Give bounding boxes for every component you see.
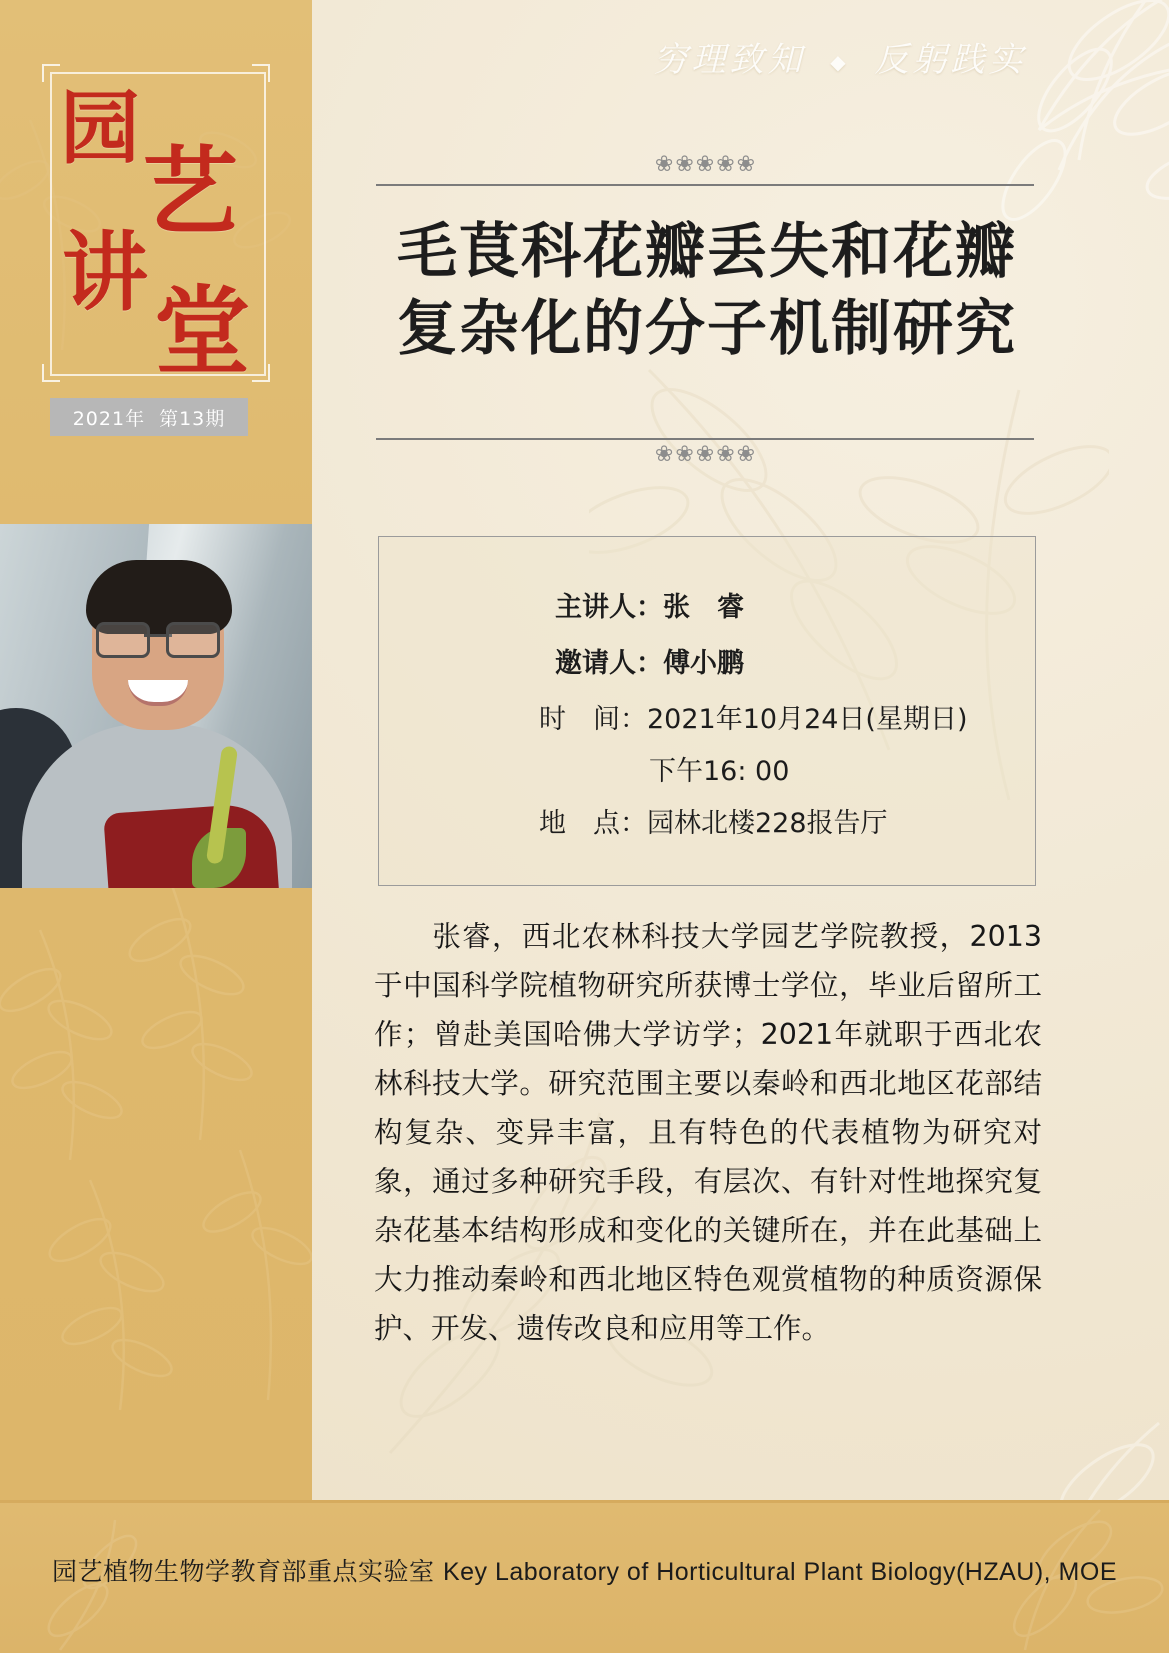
footer-text-cn: 园艺植物生物学教育部重点实验室 (51, 1557, 435, 1586)
time-label: 时 间： (539, 704, 647, 735)
issue-number: 第13期 (159, 407, 226, 430)
place-value: 园林北楼228报告厅 (647, 808, 888, 839)
photo-bouquet (96, 784, 286, 888)
time-row-secondary (649, 757, 789, 787)
ornament-top: ❀❀❀❀❀ (654, 152, 758, 177)
logo-char-1: 园 (60, 81, 140, 175)
logo-char-2: 艺 (142, 135, 238, 248)
speaker-label: 主讲人： (555, 592, 663, 623)
logo-char-3: 讲 (62, 222, 148, 323)
ornament-bottom: ❀❀❀❀❀ (654, 442, 758, 467)
place-label: 地 点： (539, 808, 647, 839)
program-logo (38, 58, 274, 388)
glasses-icon (96, 622, 220, 652)
motto-left: 穷理致知 (653, 40, 806, 80)
place-row (539, 809, 888, 839)
host-value: 傅小鹏 (663, 648, 744, 679)
title-line-2: 复杂化的分子机制研究 (397, 293, 1017, 364)
speaker-bio (374, 912, 1042, 1353)
left-sidebar (0, 0, 312, 1500)
host-row (555, 649, 744, 679)
time-row (539, 705, 968, 735)
logo-char-4: 堂 (154, 275, 250, 388)
lecture-info-box (378, 536, 1036, 886)
host-label: 邀请人： (555, 648, 663, 679)
time-value: 2021年10月24日(星期日) (647, 704, 968, 735)
issue-badge (50, 398, 248, 436)
time-value-2: 下午16: 00 (649, 756, 790, 787)
divider-bottom (376, 438, 1034, 440)
issue-year: 2021年 (72, 407, 146, 430)
motto-separator-icon: ◆ (830, 50, 850, 74)
footer-text-en: Key Laboratory of Horticultural Plant Biology(HZAU), MOE (442, 1558, 1118, 1586)
bio-text: 张睿，西北农林科技大学园艺学院教授，2013于中国科学院植物研究所获博士学位，毕业后留所工作；曾赴美国哈佛大学访学；2021年就职于西北农林科技大学。研究范围主要以秦岭和西北地区花部结构复杂、变异丰富，且有特色的代表植物为研究对象，通过多种研究手段，有层次、有针对性地探究复杂花基本结构形成和变化的关键所在，并在此基础上大力推动秦岭和西北地区特色观赏植物的种质资源保护、开发、遗传改良和应用等工作。 (374, 920, 1042, 1346)
divider-top (376, 184, 1034, 186)
footer-text (0, 1552, 1169, 1588)
speaker-value: 张 睿 (663, 592, 744, 623)
motto-right: 反躬践实 (874, 40, 1027, 80)
page-title (374, 214, 1040, 368)
speaker-row (555, 593, 744, 623)
main-content (346, 0, 1169, 1500)
title-line-1: 毛茛科花瓣丢失和花瓣 (397, 217, 1017, 287)
speaker-photo (0, 524, 312, 888)
footer (0, 1500, 1169, 1653)
